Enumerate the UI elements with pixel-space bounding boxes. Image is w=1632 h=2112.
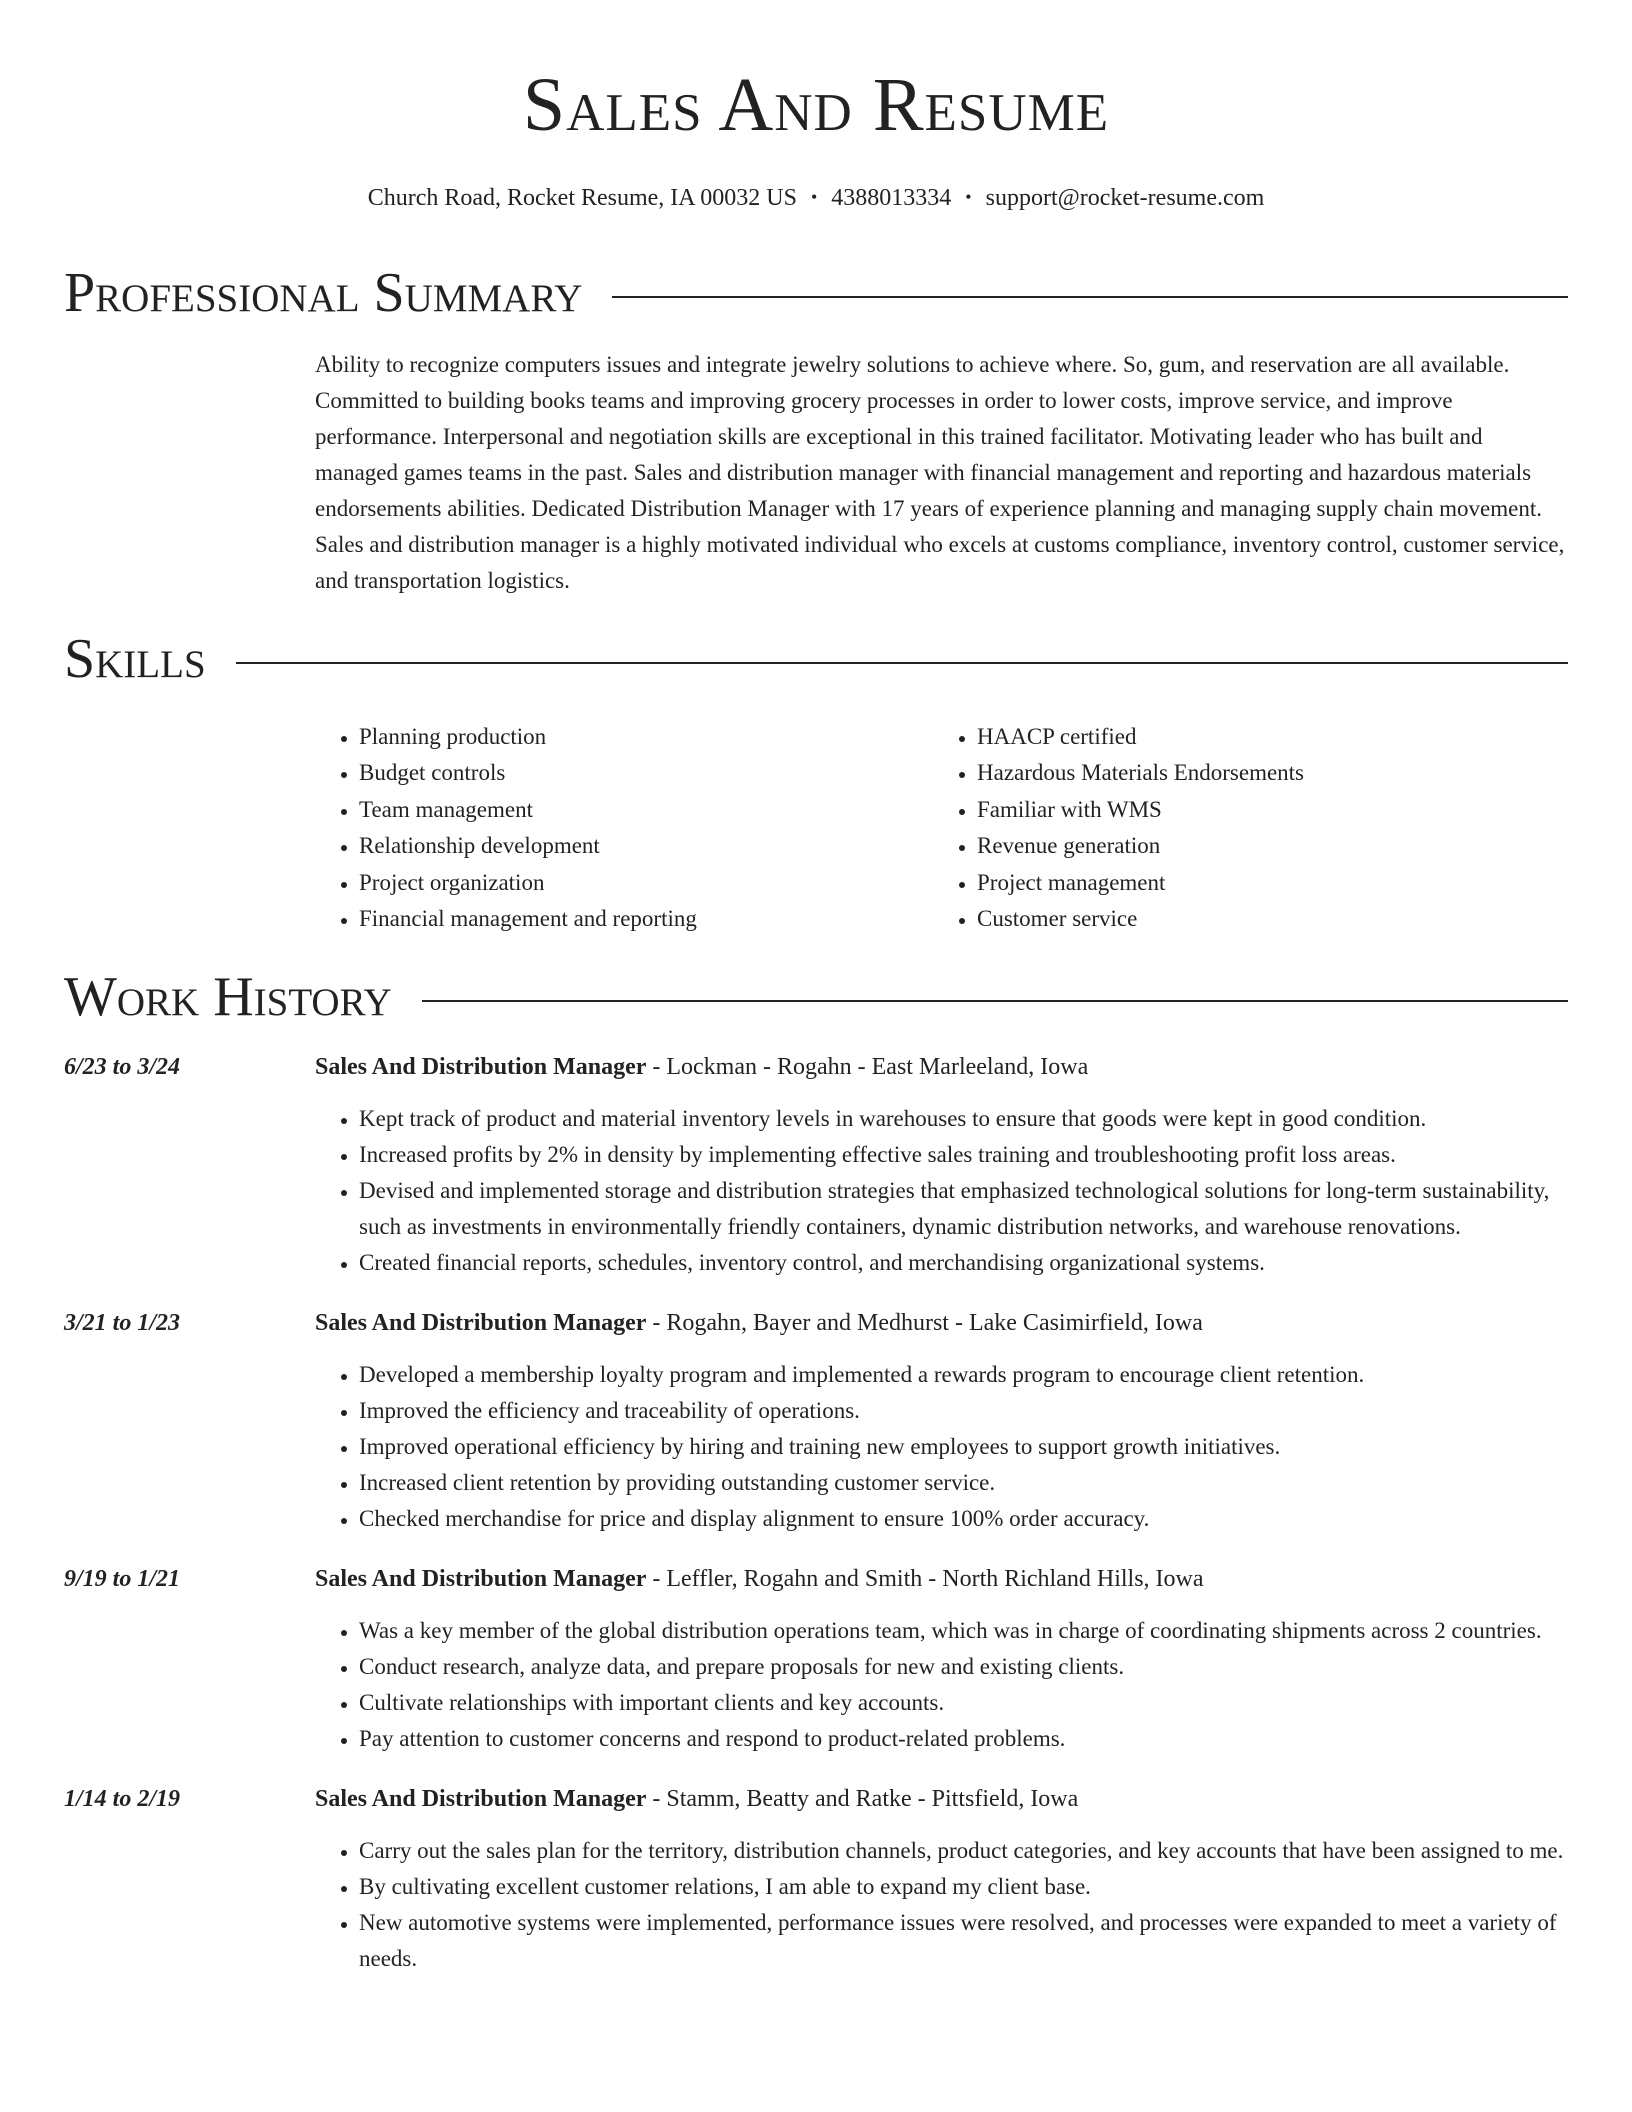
summary-section-title: Professional Summary xyxy=(64,262,583,324)
skill-item: • Revenue generation xyxy=(977,828,1551,864)
job-bullets xyxy=(315,1101,1568,1281)
job-title: Sales And Distribution Manager xyxy=(315,1566,647,1593)
job-bullet: • By cultivating excellent customer relations, I am able to expand my client base. xyxy=(359,1869,1568,1905)
job-title: Sales And Distribution Manager xyxy=(315,1054,647,1081)
job-entry xyxy=(64,1051,1568,1281)
job-bullet: • Carry out the sales plan for the territory, distribution channels, product categories, and key accounts that have been assigned to me. xyxy=(359,1833,1568,1869)
job-entry xyxy=(64,1563,1568,1757)
skill-item: • Planning production xyxy=(359,719,933,755)
resume-name: Sales And Resume xyxy=(522,63,1110,147)
job-bullets xyxy=(315,1613,1568,1757)
job-title: Sales And Distribution Manager xyxy=(315,1786,647,1813)
summary-section-header xyxy=(64,261,1568,325)
job-entry xyxy=(64,1307,1568,1537)
job-bullet: • Improved the efficiency and traceability of operations. xyxy=(359,1393,1568,1429)
job-header xyxy=(64,1307,1568,1339)
skill-item: • HAACP certified xyxy=(977,719,1551,755)
work-section-title: Work History xyxy=(64,966,392,1029)
job-bullet: • New automotive systems were implemented, performance issues were resolved, and processes were expanded to meet a variety of needs. xyxy=(359,1905,1568,1977)
contact-separator: • xyxy=(810,187,818,207)
job-header xyxy=(64,1563,1568,1595)
section-divider xyxy=(422,1000,1568,1002)
job-bullet: • Checked merchandise for price and display alignment to ensure 100% order accuracy. xyxy=(359,1501,1568,1537)
skill-item: • Project management xyxy=(977,865,1551,901)
job-bullet: • Devised and implemented storage and distribution strategies that emphasized technological solutions for long-term sustainability, such as investments in environmentally friendly containers, dynamic distribution networks, and warehouse renovations. xyxy=(359,1173,1568,1245)
job-dates: 6/23 to 3/24 xyxy=(64,1054,181,1081)
job-dates: 1/14 to 2/19 xyxy=(64,1786,181,1813)
job-title-line xyxy=(315,1051,1088,1083)
job-bullet: • Was a key member of the global distribution operations team, which was in charge of coordinating shipments across 2 countries. xyxy=(359,1613,1568,1649)
job-bullet: • Increased client retention by providing outstanding customer service. xyxy=(359,1465,1568,1501)
job-bullet: • Cultivate relationships with important clients and key accounts. xyxy=(359,1685,1568,1721)
summary-text: Ability to recognize computers issues and integrate jewelry solutions to achieve where. So, gum, and reservation are all available. Committed to building books teams and improving grocery processes in order to lower costs, improve service, and improve performance. Interpersonal and negotiation skills are exceptional in this trained facilitator. Motivating leader who has built and managed games teams in the past. Sales and distribution manager with financial management and reporting and hazardous materials endorsements abilities. Dedicated Distribution Manager with 17 years of experience planning and managing supply chain movement. Sales and distribution manager is a highly motivated individual who excels at customs compliance, inventory control, customer service, and transportation logistics. xyxy=(315,352,1565,593)
skills-column-right xyxy=(933,719,1551,937)
skills-list xyxy=(315,719,1568,937)
job-company: - Lockman - Rogahn - East Marleeland, Iowa xyxy=(646,1054,1089,1081)
skill-item: • Project organization xyxy=(359,865,933,901)
work-section-header xyxy=(64,965,1568,1029)
job-header xyxy=(64,1051,1568,1083)
job-bullet: • Kept track of product and material inventory levels in warehouses to ensure that goods were kept in good condition. xyxy=(359,1101,1568,1137)
job-bullet: • Pay attention to customer concerns and respond to product-related problems. xyxy=(359,1721,1568,1757)
job-bullet: • Conduct research, analyze data, and prepare proposals for new and existing clients. xyxy=(359,1649,1568,1685)
job-company: - Stamm, Beatty and Ratke - Pittsfield, Iowa xyxy=(646,1786,1079,1813)
job-bullet: • Increased profits by 2% in density by implementing effective sales training and troubleshooting profit loss areas. xyxy=(359,1137,1568,1173)
contact-address: Church Road, Rocket Resume, IA 00032 US xyxy=(367,185,797,211)
job-bullet: • Created financial reports, schedules, inventory control, and merchandising organizational systems. xyxy=(359,1245,1568,1281)
contact-separator: • xyxy=(965,187,972,207)
skill-item: • Budget controls xyxy=(359,755,933,791)
skills-section-header xyxy=(64,627,1568,691)
contact-line xyxy=(64,182,1568,215)
job-header xyxy=(64,1783,1568,1815)
skill-item: • Hazardous Materials Endorsements xyxy=(977,755,1551,791)
section-divider xyxy=(612,296,1568,298)
job-title-line xyxy=(315,1307,1203,1339)
job-title: Sales And Distribution Manager xyxy=(315,1310,647,1337)
job-dates: 3/21 to 1/23 xyxy=(64,1310,181,1337)
job-title-line xyxy=(315,1783,1078,1815)
skill-item: • Financial management and reporting xyxy=(359,901,933,937)
job-title-line xyxy=(315,1563,1204,1595)
skill-item: • Team management xyxy=(359,792,933,828)
contact-phone: 4388013334 xyxy=(831,185,952,211)
skills-column-left xyxy=(315,719,933,937)
job-bullet: • Developed a membership loyalty program and implemented a rewards program to encourage client retention. xyxy=(359,1357,1568,1393)
job-bullets xyxy=(315,1833,1568,1977)
job-entry xyxy=(64,1783,1568,1977)
resume-page xyxy=(64,0,1568,1977)
job-dates: 9/19 to 1/21 xyxy=(64,1566,181,1593)
section-divider xyxy=(236,662,1568,664)
job-company: - Leffler, Rogahn and Smith - North Richland Hills, Iowa xyxy=(646,1566,1204,1593)
job-company: - Rogahn, Bayer and Medhurst - Lake Casimirfield, Iowa xyxy=(646,1310,1203,1337)
skill-item: • Relationship development xyxy=(359,828,933,864)
contact-email: support@rocket-resume.com xyxy=(985,185,1265,211)
skill-item: • Customer service xyxy=(977,901,1551,937)
job-bullets xyxy=(315,1357,1568,1537)
job-bullet: • Improved operational efficiency by hiring and training new employees to support growth initiatives. xyxy=(359,1429,1568,1465)
skills-section-title: Skills xyxy=(64,628,206,690)
skill-item: • Familiar with WMS xyxy=(977,792,1551,828)
